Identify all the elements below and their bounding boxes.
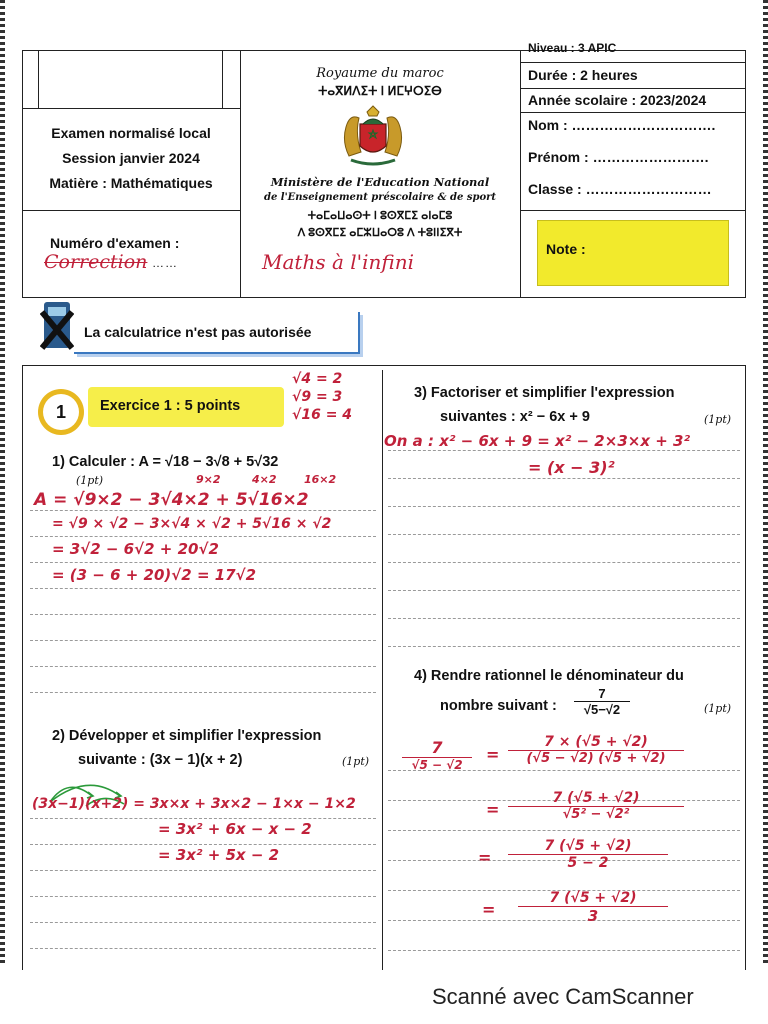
ministere-line-2: de l'Enseignement préscolaire & de sport [263,192,497,203]
q4-label-line-1: 4) Rendre rationnel le dénominateur du [414,668,684,684]
numero-examen-dots: …… [152,256,178,270]
q4-step-1 [508,734,684,766]
q4-step-2 [508,790,684,822]
ministere-tifinagh-1: ⵜⴰⵎⴰⵡⴰⵙⵜ ⵏ ⵓⵙⴳⵎⵉ ⴰⵏⴰⵎⵓ [307,210,453,222]
rule-line [30,562,376,563]
q4-fraction-num: 7 [574,686,630,702]
q4-label-line-2: nombre suivant : [440,698,557,714]
rule-line [388,450,740,451]
rule-line [30,896,376,897]
calculator-notice-text: La calculatrice n'est pas autorisée [84,324,312,340]
session-text: Session janvier 2024 [62,150,200,166]
annee-scolaire-text: Année scolaire : 2023/2024 [528,92,707,108]
rule-line [388,950,740,951]
q3-answer-line-2: = (x − 3)² [528,458,615,477]
q1-hint-1: 9×2 [196,473,221,486]
coat-of-arms-icon [333,104,413,170]
exam-type-text: Examen normalisé local [51,125,211,141]
q3-label-line-2: suivantes : x² − 6x + 9 [440,409,590,425]
no-calculator-icon [40,298,74,354]
q2-answer-line-1: (3x−1)(x+2) = 3x×x + 3x×2 − 1×x − 1×2 [32,796,356,812]
ministere-tifinagh-2: ⴷ ⵓⵙⴳⵎⵉ ⴰⵎⵣⵡⴰⵔⵓ ⴷ ⵜⵓⵏⵏⵉⴳⵜ [297,227,463,239]
matiere-text: Matière : Mathématiques [49,175,213,191]
q4-step-4 [518,890,668,925]
q3-label-line-1: 3) Factoriser et simplifier l'expression [414,385,675,401]
rule-line [30,640,376,641]
rule-line [388,830,740,831]
exercise-number-badge [38,389,84,435]
q4-equals-2: = [486,800,500,819]
ministere-line-1: Ministère de l'Education National [270,175,490,189]
q4-equals-3: = [478,848,492,867]
exercise-title: Exercice 1 : 5 points [100,398,241,414]
q1-label: 1) Calculer : A = √18 − 3√8 + 5√32 [52,454,279,470]
q4-step-3-den: 5 − 2 [567,855,609,871]
q4-step-4-den: 3 [587,907,599,925]
rule-line [30,818,376,819]
q4-answer-lhs [402,738,472,772]
calculator-notice-box [74,312,360,354]
rule-line [388,646,740,647]
q1-points: (1pt) [76,474,104,487]
q4-fraction-den: √5−√2 [583,702,621,717]
q2-answer-line-3: = 3x² + 5x − 2 [158,846,280,864]
exercise-title-box [88,387,284,427]
rule-line [30,844,376,845]
rule-line [388,590,740,591]
q1-answer-line-3: = 3√2 − 6√2 + 20√2 [52,540,219,558]
q4-step-4-num: 7 (√5 + √2) [518,890,668,907]
rule-line [30,948,376,949]
q1-hint-2: 4×2 [252,473,277,486]
camscanner-footer: Scanné avec CamScanner [432,984,694,1009]
q4-answer-lhs-num: 7 [402,738,472,758]
q4-equals-1: = [486,745,500,764]
rule-line [30,588,376,589]
left-perforated-edge [0,0,5,964]
rule-line [30,922,376,923]
rule-line [388,618,740,619]
duree-text: Durée : 2 heures [528,67,638,83]
exercise-number: 1 [43,394,79,430]
nom-field: Nom : …………………………. [528,117,716,133]
q4-points: (1pt) [704,702,732,715]
side-note-3: √16 = 4 [292,407,353,423]
column-divider [382,370,383,970]
q4-step-1-den: (√5 − √2) (√5 + √2) [526,751,666,766]
q3-points: (1pt) [704,413,732,426]
rule-line [30,614,376,615]
q4-step-2-den: √5² − √2² [562,807,630,822]
rule-line [30,536,376,537]
royaume-text: Royaume du maroc [316,66,444,81]
rule-line [30,666,376,667]
note-label: Note : [546,241,586,257]
numero-examen-value: Correction [44,251,148,273]
right-perforated-edge [763,0,768,964]
rule-line [30,510,376,511]
q2-points: (1pt) [342,755,370,768]
q4-equals-4: = [482,900,496,919]
numero-examen-label: Numéro d'examen : [50,235,180,251]
side-note-1: √4 = 2 [292,371,343,387]
rule-line [30,692,376,693]
q4-fraction [574,686,630,717]
q4-step-2-num: 7 (√5 + √2) [508,790,684,807]
q1-answer-line-2: = √9 × √2 − 3×√4 × √2 + 5√16 × √2 [52,516,332,532]
rule-line [30,870,376,871]
royaume-tifinagh: ⵜⴰⴳⵍⴷⵉⵜ ⵏ ⵍⵎⵖⵔⵉⴱ [318,84,442,98]
q1-answer-line-4: = (3 − 6 + 20)√2 = 17√2 [52,566,257,584]
q2-label-line-2: suivante : (3x − 1)(x + 2) [78,752,243,768]
q2-answer-line-2: = 3x² + 6x − x − 2 [158,820,312,838]
signature-handwriting: Maths à l'infini [262,250,415,274]
prenom-field: Prénom : ……………………. [528,149,709,165]
q1-hint-3: 16×2 [304,473,337,486]
q4-answer-lhs-den: √5 − √2 [411,758,463,772]
note-box [537,220,729,286]
q1-answer-line-1: A = √9×2 − 3√4×2 + 5√16×2 [34,490,309,510]
rule-line [388,562,740,563]
q4-step-1-num: 7 × (√5 + √2) [508,734,684,751]
rule-line [388,478,740,479]
rule-line [388,506,740,507]
q4-step-3 [508,838,668,871]
side-note-2: √9 = 3 [292,389,343,405]
niveau-text: Niveau : 3 APIC [528,41,617,55]
rule-line [388,534,740,535]
q2-label-line-1: 2) Développer et simplifier l'expression [52,728,322,744]
q3-answer-line-1: On a : x² − 6x + 9 = x² − 2×3×x + 3² [384,432,691,450]
classe-field: Classe : ……………………… [528,181,712,197]
q4-step-3-num: 7 (√5 + √2) [508,838,668,855]
